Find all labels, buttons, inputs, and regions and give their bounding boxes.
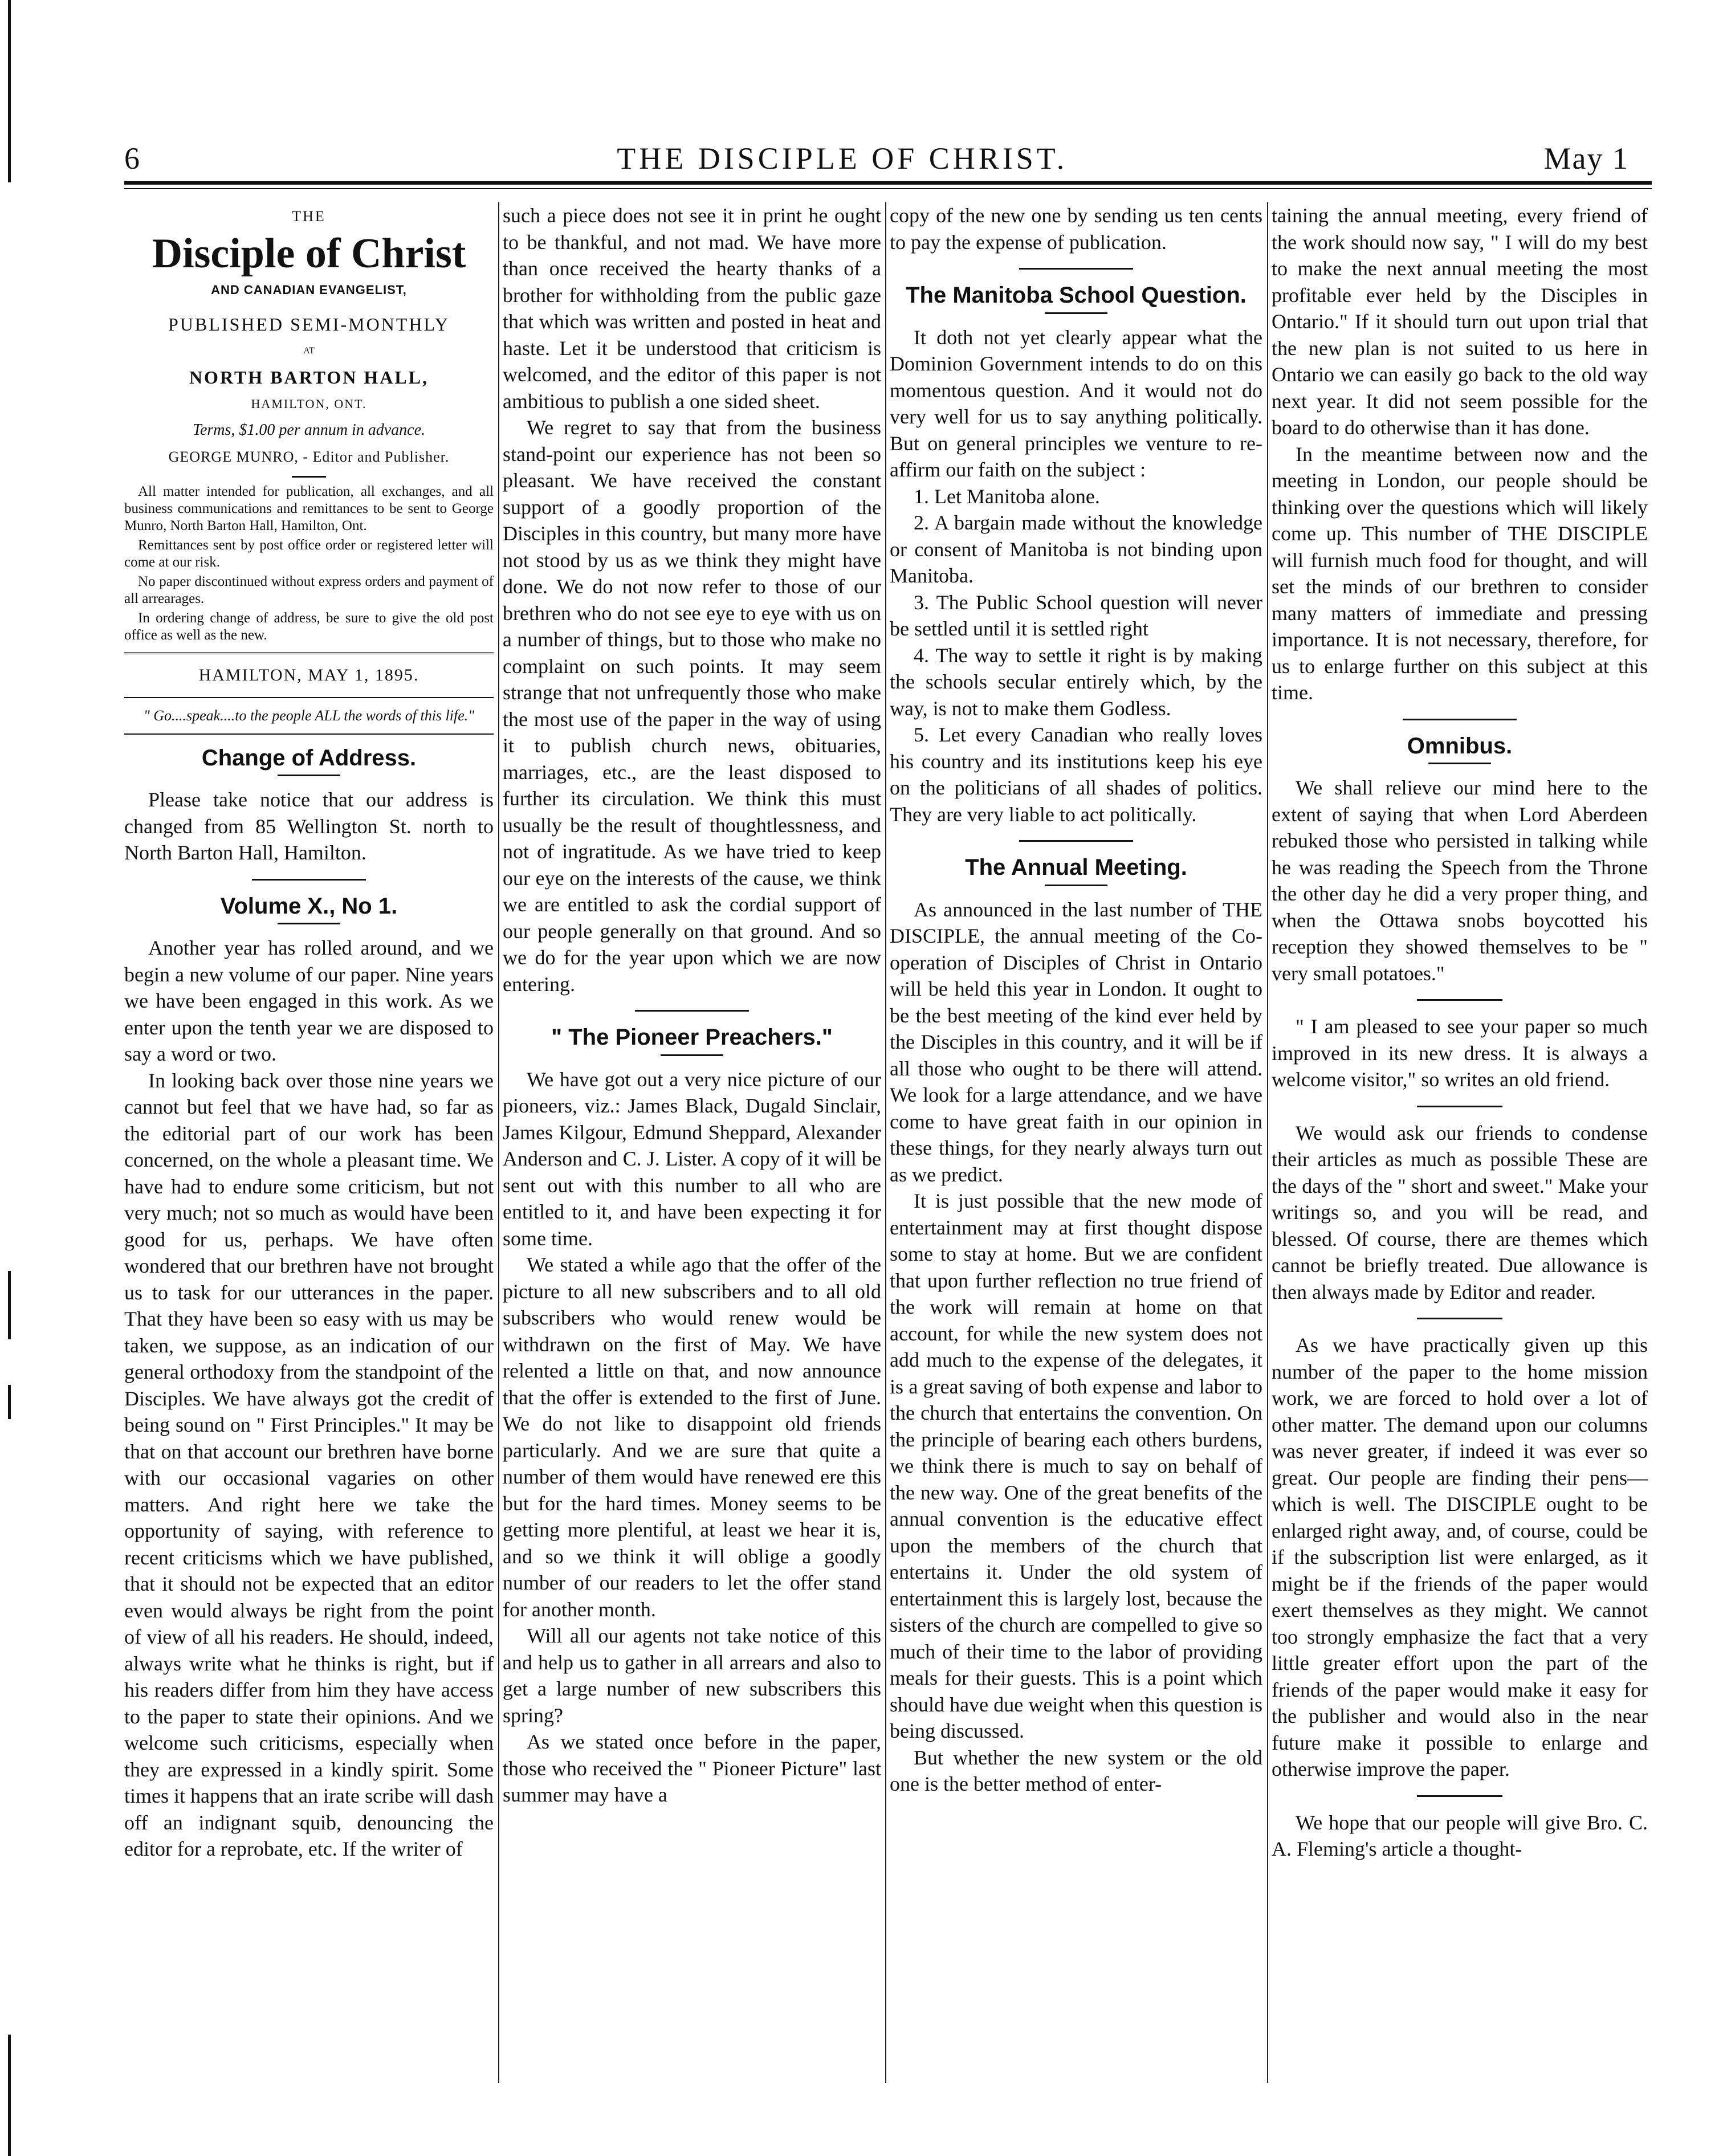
paragraph: But whether the new system or the old one is the better method of enter- (890, 1746, 1262, 1795)
paragraph: It doth not yet clearly appear what the Dominion Government intends to do on this momentous question. And it would not do very well for us to say anything politically. But on general principles we venture to re-affirm our faith on the subject : (890, 325, 1262, 481)
binding-mark (8, 2035, 11, 2156)
divider (1019, 840, 1133, 842)
divider (252, 879, 366, 881)
paragraph: Will all our agents not take notice of this and help us to gather in all arrears and also to get a large number of new subscribers this spring? (503, 1624, 881, 1727)
motto: " Go....speak....to the people ALL the words of this life." (143, 707, 475, 724)
divider (278, 775, 340, 776)
paragraph: We stated a while ago that the offer of the picture to all new subscribers and to all old subscribers who would renew would be withdrawn on the first of May. We have relented a little on that, and now announce that the offer is extended to the first of June. We do not like to disappoint old friends particularly. And we are sure that quite a number of them would have renewed ere this but for the hard times. Money seems to be getting more plentiful, at least we hear it is, and so we think it will oblige a goodly number of our readers to let the offer stand for another month. (503, 1253, 881, 1621)
list-item: 2. A bargain made without the knowledge or consent of Manitoba is not binding upon Manitoba. (890, 511, 1262, 587)
masthead-the: THE (292, 208, 326, 225)
divider (1417, 1795, 1502, 1797)
divider (1428, 763, 1491, 764)
paragraph: As announced in the last number of THE DISCIPLE, the annual meeting of the Co-operation of Disciples of Christ in Ontario will be held this year in London. It ought to be the best meeting of the kind ever held by the Disciples in this country, and it will be if all those who ought to be there will attend. We look for a large attendance, and we have come to have great faith in our opinion in these things, for they nearly always turn out as we predict. (890, 898, 1262, 1186)
column-4 (1272, 202, 1648, 2100)
paragraph: Another year has rolled around, and we begin a new volume of our paper. Nine years we have been engaged in this work. As we enter upon the tenth year we are disposed to say a word or two. (124, 936, 494, 1065)
paragraph: We regret to say that from the business stand-point our experience has not been so pleasant. We have received the constant support of a goodly proportion of the Disciples in this country, but many more have not stood by us as we think they might have done. We do not now refer to those of our brethren who do not see eye to eye with us on a number of things, but to those who make no complaint on such points. It may seem strange that not unfrequently those who make the most use of the paper in the way of using it to publish church news, obituaries, marriages, etc., are the least disposed to further its circulation. We think this must usually be the result of thoughtlessness, and not of ingratitude. As we have tried to keep our eye on the interests of the cause, we think we are entitled to ask the cordial support of our people generally on that ground. And so we do for the year upon which we are now entering. (503, 416, 881, 996)
heading-manitoba-school-question: The Manitoba School Question. (906, 283, 1247, 308)
paragraph: taining the annual meeting, every friend of the work should now say, " I will do my best to make the next annual meeting the most profitable ever held by the Disciples in Ontario." If it should turn out upon trial that the new plan is not suited to us here in Ontario we can easily go back to the old way next year. It did not seem possible for the board to do otherwise than it has done. (1272, 204, 1648, 439)
paragraph: Please take notice that our address is changed from 85 Wellington St. north to North Barton Hall, Hamilton. (124, 788, 494, 864)
masthead-editor: GEORGE MUNRO, - Editor and Publisher. (168, 448, 450, 465)
issue-date: May 1 (1543, 141, 1629, 176)
masthead-name: Disciple of Christ (152, 230, 466, 277)
list-item: 4. The way to settle it right is by making the schools secular entirely which, by the way, is not to make them Godless. (890, 643, 1262, 720)
masthead-city: HAMILTON, ONT. (251, 396, 367, 411)
paragraph: In looking back over those nine years we cannot but feel that we have had, so far as the editorial part of our work has been concerned, on the whole a pleasant time. We have had to endure some criticism, but not very much; not so much as would have been good for us, perhaps. We have often wondered that our brethren have not brought us to task for our utterances in the paper. That they have been so easy with us may be taken, we suppose, as an indication of our general orthodoxy from the standpoint of the Disciples. We have always got the credit of being sound on " First Principles." It may be that on that account our brethren have borne with our occasional vagaries on other matters. And right here we take the opportunity of saying, with reference to recent criticisms which we have published, that it should not be expected that an editor even would always be right from the point of view of all his readers. He should, indeed, always write what he thinks is right, but if his readers differ from him they have access to the paper to state their opinions. And we welcome such criticisms, especially when they are expressed in a kindly spirit. Some times it happens that an irate scribe will dash off an indignant squib, denouncing the editor for a reprobate, etc. If the writer of (124, 1069, 494, 1860)
masthead-hall: NORTH BARTON HALL, (189, 367, 429, 388)
header-rule (124, 181, 1652, 185)
divider (1403, 719, 1517, 720)
divider (124, 733, 494, 735)
heading-change-of-address: Change of Address. (201, 745, 417, 771)
notice: Remittances sent by post office order or registered letter will come at our risk. (124, 537, 494, 570)
divider (1019, 268, 1133, 270)
heading-omnibus: Omnibus. (1407, 733, 1513, 759)
column-divider (498, 202, 499, 2083)
dateline: HAMILTON, MAY 1, 1895. (198, 666, 419, 684)
column-divider (1267, 202, 1268, 2083)
divider (292, 476, 326, 478)
binding-mark (8, 1385, 11, 1419)
divider (124, 652, 494, 654)
masthead-terms: Terms, $1.00 per annum in advance. (192, 421, 426, 439)
divider (1417, 1318, 1502, 1319)
heading-volume: Volume X., No 1. (220, 893, 398, 919)
column-3 (890, 202, 1262, 2100)
column-divider (885, 202, 886, 2083)
running-header (124, 136, 1629, 181)
list-item: 3. The Public School question will never be settled until it is settled right (890, 590, 1262, 640)
paragraph: We have got out a very nice picture of our pioneers, viz.: James Black, Dugald Sinclair, James Kilgour, Edmund Sheppard, Alexander Anderson and C. J. Lister. A copy of it will be sent out with this number to all who are entitled to it, and have been expecting it for some time. (503, 1067, 881, 1250)
list-item: 5. Let every Canadian who really loves his country and its institutions keep his eye on the politicians of all shades of politics. They are very liable to act politically. (890, 723, 1262, 826)
newspaper-title: THE DISCIPLE OF CHRIST. (617, 141, 1068, 176)
divider (1045, 312, 1107, 314)
divider (278, 923, 340, 924)
divider (124, 697, 494, 698)
notice: No paper discontinued without express orders and payment of all arrearages. (124, 574, 494, 606)
paragraph: As we stated once before in the paper, those who received the " Pioneer Picture" last summer may have a (503, 1730, 881, 1806)
binding-mark (8, 1271, 11, 1339)
paragraph: " I am pleased to see your paper so much improved in its new dress. It is always a welcome visitor," so writes an old friend. (1272, 1015, 1648, 1091)
binding-mark (8, 0, 11, 182)
divider (635, 1010, 749, 1012)
masthead-subtitle: AND CANADIAN EVANGELIST, (211, 282, 407, 297)
column-2 (503, 202, 881, 2100)
notice: All matter intended for publication, all exchanges, and all business communications and remittances to be sent to George Munro, North Barton Hall, Hamilton, Ont. (124, 484, 494, 533)
divider (1417, 1106, 1502, 1107)
paragraph: We shall relieve our mind here to the extent of saying that when Lord Aberdeen rebuked those who persisted in talking while he was reading the Speech from the Throne the other day he did a very proper thing, and when the Ottawa snobs boycotted his reception they showed themselves to be " very small potatoes." (1272, 776, 1648, 985)
heading-pioneer-preachers: " The Pioneer Preachers." (551, 1025, 833, 1050)
divider (1045, 885, 1107, 886)
paragraph: We hope that our people will give Bro. C. A. Fleming's article a thought- (1272, 1811, 1648, 1860)
publication-notices (124, 483, 494, 644)
masthead-at: AT (303, 345, 315, 356)
column-1 (124, 202, 494, 2100)
paragraph: As we have practically given up this number of the paper to the home mission work, we are forced to hold over a lot of other matter. The demand upon our columns was never greater, if indeed it was ever so great. Our people are finding their pens—which is well. The DISCIPLE ought to be enlarged right away, and, of course, could be if the subscription list were enlarged, as it might be if the friends of the paper would exert themselves as they might. We cannot too strongly emphasize the fact that a very little greater effort upon the part of the friends of the paper would make it easy for the publisher and would also in the near future make it possible to enlarge and otherwise improve the paper. (1272, 1334, 1648, 1780)
page-number: 6 (124, 141, 141, 176)
header-rule-thin (124, 188, 1652, 189)
paragraph: such a piece does not see it in print he ought to be thankful, and not mad. We have more than once received the hearty thanks of a brother for withholding from the public gaze that which was written and posted in heat and haste. Let it be understood that criticism is welcomed, and the editor of this paper is not ambitious to publish a one sided sheet. (503, 204, 881, 413)
paragraph: We would ask our friends to condense their articles as much as possible These are the days of the " short and sweet." Make your writings so, and you will be read, and blessed. Of course, there are themes which cannot be briefly treated. Due allowance is then always made by Editor and reader. (1272, 1121, 1648, 1303)
heading-annual-meeting: The Annual Meeting. (965, 855, 1187, 880)
list-item: 1. Let Manitoba alone. (914, 484, 1100, 508)
notice: In ordering change of address, be sure to give the old post office as well as the new. (124, 610, 494, 643)
divider (661, 1054, 723, 1056)
divider (1417, 999, 1502, 1001)
masthead-published: PUBLISHED SEMI-MONTHLY (168, 314, 450, 335)
paragraph: copy of the new one by sending us ten cents to pay the expense of publication. (890, 204, 1262, 254)
masthead (124, 203, 494, 735)
paragraph: It is just possible that the new mode of entertainment may at first thought dispose some to stay at home. But we are confident that upon further reflection no true friend of the work will remain at home on that account, for while the new system does not add much to the expense of the delegates, it is a great saving of both expense and labor to the church that entertains the convention. On the principle of bearing each others burdens, we think there is much to say on behalf of the new way. One of the great benefits of the annual convention is the educative effect upon the members of the church that entertains it. Under the old system of entertainment this is largely lost, because the sisters of the church are compelled to give so much of their time to the labor of providing meals for their guests. This is a point which should have due weight when this question is being discussed. (890, 1189, 1262, 1742)
paragraph: In the meantime between now and the meeting in London, our people should be thinking over the questions which will likely come up. This number of THE DISCIPLE will furnish much food for thought, and will set the minds of our brethren to consider many matters of immediate and pressing importance. It is not necessary, therefore, for us to enlarge further on this subject at this time. (1272, 442, 1648, 704)
